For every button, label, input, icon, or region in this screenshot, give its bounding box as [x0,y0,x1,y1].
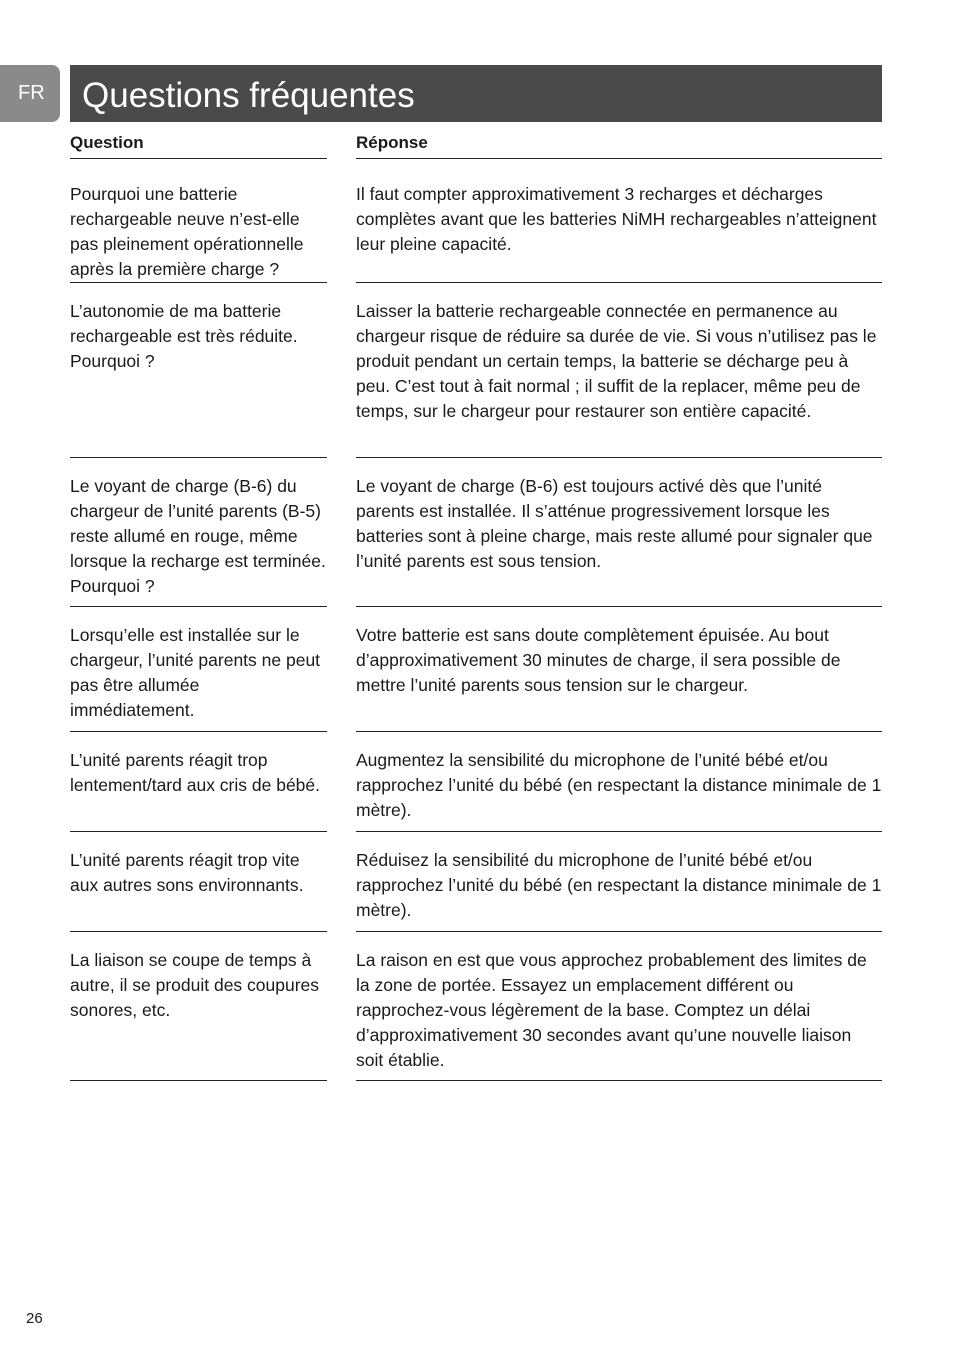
faq-question: Lorsqu’elle est installée sur le chargeur, l’unité parents ne peut pas être allumée immédiatement. [70,607,327,732]
page-title: Questions fréquentes [82,76,415,115]
faq-answer: Il faut compter approximativement 3 recharges et décharges complètes avant que les batteries NiMH rechargeables n’atteignent leur pleine capacité. [356,166,882,283]
faq-question: Le voyant de charge (B-6) du chargeur de l’unité parents (B-5) reste allumé en rouge, même lorsque la recharge est terminée. Pourquoi ? [70,458,327,607]
faq-question: L’autonomie de ma batterie rechargeable est très réduite. Pourquoi ? [70,283,327,458]
faq-answer: Laisser la batterie rechargeable connectée en permanence au chargeur risque de réduire sa durée de vie. Si vous n’utilisez pas le produit pendant un certain temps, la batterie se décharge peu à peu. C’est tout à fait normal ; il suffit de la replacer, même peu de temps, sur le chargeur pour restaurer son entière capacité. [356,283,882,458]
faq-answer: Le voyant de charge (B-6) est toujours activé dès que l’unité parents est installée. Il s’atténue progressivement lorsque les batteries sont à pleine charge, mais reste allumé pour signaler que l’unité parents est sous tension. [356,458,882,607]
faq-answer: Votre batterie est sans doute complètement épuisée. Au bout d’approximativement 30 minutes de charge, il sera possible de mettre l’unité parents sous tension sur le chargeur. [356,607,882,732]
faq-answer: Augmentez la sensibilité du microphone de l’unité bébé et/ou rapprochez l’unité du bébé (en respectant la distance minimale de 1 mètre). [356,732,882,832]
faq-answer: La raison en est que vous approchez probablement des limites de la zone de portée. Essayez un emplacement différent ou rapprochez-vous légèrement de la base. Comptez un délai d’approximativement 30 secondes avant qu’une nouvelle liaison soit établie. [356,932,882,1081]
faq-question: L’unité parents réagit trop vite aux autres sons environnants. [70,832,327,932]
answer-column-header: Réponse [356,132,882,159]
question-column-header: Question [70,132,327,159]
faq-question: La liaison se coupe de temps à autre, il se produit des coupures sonores, etc. [70,932,327,1081]
faq-question: Pourquoi une batterie rechargeable neuve n’est-elle pas pleinement opérationnelle après la première charge ? [70,166,327,283]
faq-answer: Réduisez la sensibilité du microphone de l’unité bébé et/ou rapprochez l’unité du bébé (en respectant la distance minimale de 1 mètre). [356,832,882,932]
language-tab: FR [0,65,60,122]
title-bar [70,65,882,122]
faq-question: L’unité parents réagit trop lentement/tard aux cris de bébé. [70,732,327,832]
page-number: 26 [26,1310,43,1327]
